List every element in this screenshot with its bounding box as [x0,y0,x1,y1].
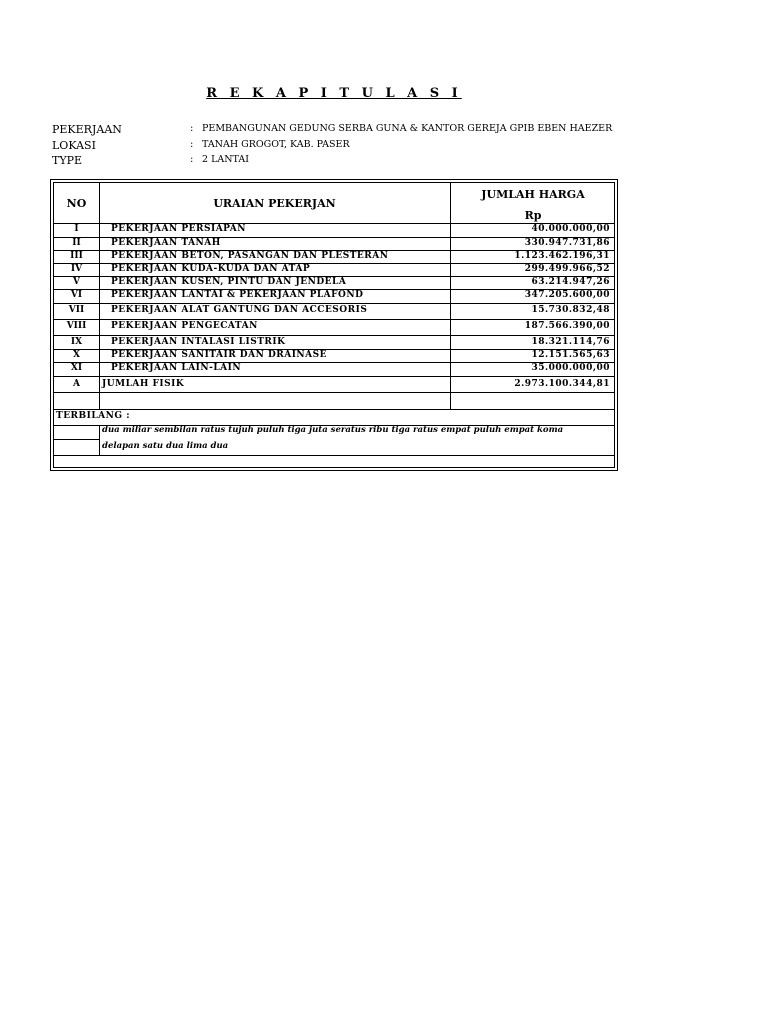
terbilang-line-1: dua miliar sembilan ratus tujuh puluh tiga juta seratus ribu tiga ratus empat puluh empat koma [102,425,564,435]
info-label: PEKERJAAN [52,123,122,136]
info-label: TYPE [52,154,83,167]
row-number: VII [68,305,85,315]
row-description: PEKERJAAN INTALASI LISTRIK [111,337,286,347]
info-colon: : [190,123,194,134]
row-amount: 12.151.565,63 [531,350,610,360]
header-uraian: URAIAN PEKERJAN [213,197,336,210]
recap-table [50,179,618,471]
info-value: TANAH GROGOT, KAB. PASER [202,139,350,150]
grid-line [54,409,614,410]
info-label: LOKASI [52,139,96,152]
grid-line [54,303,614,304]
total-amount: 2.973.100.344,81 [514,379,610,389]
row-number: II [72,238,81,248]
grid-line [54,392,614,393]
row-amount: 187.566.390,00 [524,321,610,331]
row-amount: 15.730.832,48 [531,305,610,315]
row-description: PEKERJAAN PENGECATAN [111,321,258,331]
row-amount: 347.205.600,00 [524,290,610,300]
info-value: PEMBANGUNAN GEDUNG SERBA GUNA & KANTOR GEREJA GPIB EBEN HAEZER [202,123,613,134]
info-value: 2 LANTAI [202,154,249,165]
row-amount: 330.947.731,86 [524,238,610,248]
row-number: III [70,251,83,261]
row-number: I [74,224,79,234]
row-description: PEKERJAAN LAIN-LAIN [111,363,242,373]
row-number: IX [70,337,83,347]
header-currency: Rp [524,209,542,222]
grid-line [54,376,614,377]
row-amount: 299.499.966,52 [524,264,610,274]
row-description: PEKERJAAN LANTAI & PEKERJAAN PLAFOND [111,290,364,300]
row-description: PEKERJAAN BETON, PASANGAN DAN PLESTERAN [111,251,389,261]
row-description: PEKERJAAN KUSEN, PINTU DAN JENDELA [111,277,347,287]
grid-line [54,319,614,320]
total-description: JUMLAH FISIK [102,379,185,389]
row-description: PEKERJAAN TANAH [111,238,221,248]
row-amount: 1.123.462.196,31 [514,251,610,261]
row-description: PEKERJAAN KUDA-KUDA DAN ATAP [111,264,311,274]
row-amount: 18.321.114,76 [531,337,610,347]
row-description: PEKERJAAN ALAT GANTUNG DAN ACCESORIS [111,305,368,315]
row-number: V [73,277,80,287]
row-description: PEKERJAAN SANITAIR DAN DRAINASE [111,350,327,360]
total-number: A [73,379,80,389]
row-number: VI [70,290,83,300]
row-amount: 63.214.947,26 [531,277,610,287]
grid-line [54,455,614,456]
row-number: X [73,350,80,360]
header-no: NO [66,197,87,210]
header-jumlah: JUMLAH HARGA [481,188,585,201]
row-number: XI [70,363,83,373]
terbilang-label: TERBILANG : [56,411,131,421]
info-colon: : [190,154,194,165]
grid-line [54,335,614,336]
row-amount: 35.000.000,00 [531,363,610,373]
page-title: R E K A P I T U L A S I [206,86,462,101]
row-description: PEKERJAAN PERSIAPAN [111,224,246,234]
row-number: IV [70,264,83,274]
recap-table-inner [53,182,615,468]
grid-line [99,425,100,455]
terbilang-line-2: delapan satu dua lima dua [102,441,229,451]
info-colon: : [190,139,194,150]
row-number: VIII [66,321,87,331]
row-amount: 40.000.000,00 [531,224,610,234]
grid-line [54,439,99,440]
